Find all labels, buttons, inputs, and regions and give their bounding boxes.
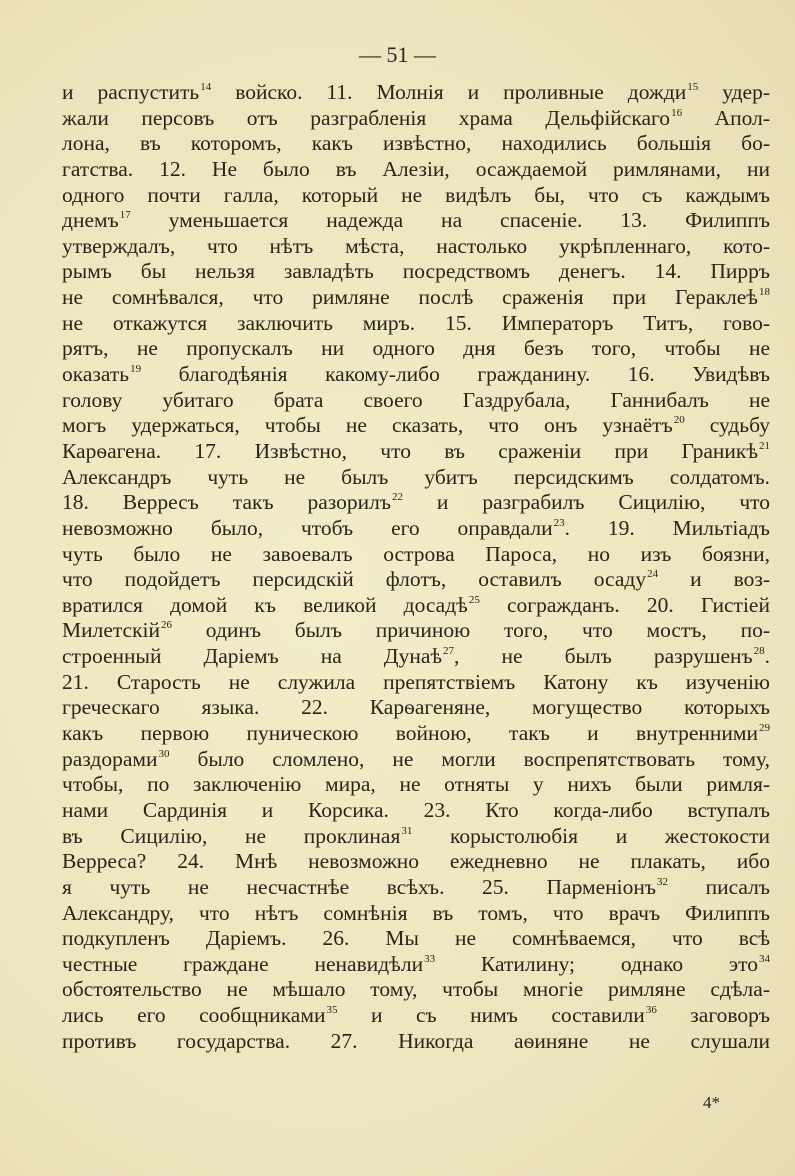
text-segment: . 19. Мильтіадъ xyxy=(564,515,770,540)
text-segment: Александру, что нѣтъ сомнѣнія въ томъ, что врачъ Филиппъ xyxy=(62,900,770,925)
text-line xyxy=(62,516,770,542)
text-line xyxy=(62,259,770,285)
text-line xyxy=(62,1003,770,1029)
text-line xyxy=(62,772,770,798)
text-segment: и воз- xyxy=(658,567,771,592)
text-line xyxy=(62,234,770,260)
text-line xyxy=(62,208,770,234)
text-segment: Александръ чуть не былъ убитъ персидскимъ солдатомъ. xyxy=(62,464,770,489)
signature-mark: 4* xyxy=(703,1093,720,1112)
text-segment: войско. 11. Молнія и проливные дожди xyxy=(211,80,687,104)
text-line xyxy=(62,977,770,1003)
text-segment: оказать xyxy=(62,362,130,387)
text-segment: Апол- xyxy=(682,105,771,130)
text-line xyxy=(62,311,770,337)
text-segment: рятъ, не пропускалъ ни одного дня безъ того, чтобы не xyxy=(62,336,770,361)
text-line xyxy=(62,362,770,388)
text-segment: невозможно было, чтобъ его оправдали xyxy=(62,515,553,540)
text-line xyxy=(62,567,770,593)
text-segment: Верреса? 24. Мнѣ невозможно ежедневно не плакать, ибо xyxy=(62,849,770,874)
text-segment: не сомнѣвался, что римляне послѣ сраженія при Гераклеѣ xyxy=(62,285,758,310)
text-segment: утверждалъ, что нѣтъ мѣста, настолько укрѣпленнаго, кото- xyxy=(62,233,770,258)
text-segment: удер- xyxy=(698,80,770,104)
text-segment: какъ первою пуническою войною, такъ и внутренними xyxy=(62,721,758,746)
text-segment: не откажутся заключить миръ. 15. Императоръ Титъ, гово- xyxy=(62,310,770,335)
footnote-ref: 33 xyxy=(424,952,436,965)
footnote-ref: 29 xyxy=(759,722,770,735)
footnote-ref: 28 xyxy=(753,645,765,658)
text-segment: уменьшается надежда на спасеніе. 13. Филиппъ xyxy=(130,208,770,233)
text-segment: и съ нимъ составили xyxy=(337,1003,645,1028)
text-segment: гатства. 12. Не было въ Алезіи, осаждаемой римлянами, ни xyxy=(62,156,770,181)
text-segment: строенный Даріемъ на Дунаѣ xyxy=(62,644,443,669)
footnote-ref: 15 xyxy=(687,81,699,93)
text-segment: раздорами xyxy=(62,746,158,771)
text-line xyxy=(62,798,770,824)
text-segment: Катилину; однако это xyxy=(435,951,758,976)
text-segment: лона, въ которомъ, какъ извѣстно, находились большія бо- xyxy=(62,131,770,156)
footnote-ref: 16 xyxy=(671,106,683,119)
text-line xyxy=(62,747,770,773)
text-line xyxy=(62,849,770,875)
footnote-ref: 31 xyxy=(401,824,413,837)
footnote-ref: 21 xyxy=(759,439,770,452)
text-line xyxy=(62,618,770,644)
text-line xyxy=(62,413,770,439)
footnote-ref: 24 xyxy=(647,568,659,581)
text-segment: одинъ былъ причиною того, что мостъ, по- xyxy=(172,618,770,643)
text-line xyxy=(62,106,770,132)
text-segment: честные граждане ненавидѣли xyxy=(62,951,424,976)
text-segment: Карѳагена. 17. Извѣстно, что въ сраженіи при Граникѣ xyxy=(62,438,758,463)
text-segment: что подойдетъ персидскій флотъ, оставилъ осаду xyxy=(62,567,647,592)
footnote-ref: 18 xyxy=(759,286,770,299)
text-segment: рымъ бы нельзя завладѣть посредствомъ денегъ. 14. Пирръ xyxy=(62,259,770,284)
text-line xyxy=(62,824,770,850)
text-segment: 18. Верресъ такъ разорилъ xyxy=(62,490,391,515)
page-number: — 51 — xyxy=(359,42,436,67)
text-line xyxy=(62,336,770,362)
text-segment: писалъ xyxy=(668,874,770,899)
body-text xyxy=(62,80,770,1054)
text-line xyxy=(62,644,770,670)
text-segment: вратился домой къ великой досадѣ xyxy=(62,592,468,617)
text-line xyxy=(62,542,770,568)
text-line xyxy=(62,131,770,157)
text-segment: въ Сицилію, не проклиная xyxy=(62,823,401,848)
text-segment: я чуть не несчастнѣе всѣхъ. 25. Парменіонъ xyxy=(62,874,656,899)
footnote-ref: 23 xyxy=(553,516,565,529)
text-line xyxy=(62,157,770,183)
text-segment: согражданъ. 20. Гистіей xyxy=(479,592,770,617)
text-line xyxy=(62,388,770,414)
text-segment: могъ удержаться, чтобы не сказать, что онъ узнаётъ xyxy=(62,413,673,438)
footnote-ref: 35 xyxy=(326,1004,338,1017)
text-segment: одного почти галла, который не видѣлъ бы, что съ каждымъ xyxy=(62,182,770,207)
text-segment: чуть было не завоевалъ острова Пароса, но изъ боязни, xyxy=(62,541,770,566)
text-line xyxy=(62,695,770,721)
footnote-ref: 36 xyxy=(645,1004,657,1017)
text-segment: и разграбилъ Сицилію, что xyxy=(403,490,770,515)
text-line xyxy=(62,952,770,978)
footnote-ref: 30 xyxy=(158,747,170,760)
text-segment: , не былъ разрушенъ xyxy=(454,644,753,669)
text-line xyxy=(62,439,770,465)
footnote-ref: 19 xyxy=(130,363,142,376)
text-segment: нами Сардинія и Корсика. 23. Кто когда-либо вступалъ xyxy=(62,797,770,822)
text-segment: обстоятельство не мѣшало тому, чтобы многіе римляне сдѣла- xyxy=(62,977,770,1002)
text-line xyxy=(62,875,770,901)
footnote-ref: 22 xyxy=(392,491,403,504)
text-segment: было сломлено, не могли воспрепятствовать тому, xyxy=(169,746,770,771)
text-segment: противъ государства. 27. Никогда аѳиняне не слушали xyxy=(62,1028,770,1053)
footnote-ref: 27 xyxy=(443,645,455,658)
text-segment: чтобы, по заключенію мира, не отняты у нихъ были римля- xyxy=(62,772,770,797)
text-segment: судьбу xyxy=(684,413,770,438)
text-line xyxy=(62,80,770,106)
text-line xyxy=(62,285,770,311)
text-segment: греческаго языка. 22. Карѳагеняне, могущество которыхъ xyxy=(62,695,770,720)
footnote-ref: 25 xyxy=(468,593,480,606)
text-segment: лись его сообщниками xyxy=(62,1003,326,1028)
text-segment: заговоръ xyxy=(656,1003,770,1028)
text-line xyxy=(62,901,770,927)
text-line xyxy=(62,183,770,209)
text-line xyxy=(62,593,770,619)
text-line xyxy=(62,490,770,516)
text-line xyxy=(62,670,770,696)
text-segment: корыстолюбія и жестокости xyxy=(412,823,770,848)
text-line xyxy=(62,721,770,747)
text-segment: Милетскій xyxy=(62,618,161,643)
footnote-ref: 32 xyxy=(657,875,668,888)
text-segment: жали персовъ отъ разграбленія храма Дельфійскаго xyxy=(62,105,671,130)
footnote-ref: 26 xyxy=(161,619,173,632)
footnote-ref: 17 xyxy=(119,209,131,222)
footnote-ref: 34 xyxy=(759,952,770,965)
text-segment: голову убитаго брата своего Газдрубала, Ганнибалъ не xyxy=(62,387,770,412)
text-segment: 21. Старость не служила препятствіемъ Катону къ изученію xyxy=(62,669,770,694)
text-line xyxy=(62,926,770,952)
text-segment: днемъ xyxy=(62,208,119,233)
text-segment: благодѣянія какому-либо гражданину. 16. Увидѣвъ xyxy=(141,362,770,387)
text-segment: и распустить xyxy=(62,80,200,104)
text-segment: подкупленъ Даріемъ. 26. Мы не сомнѣваемся, что всѣ xyxy=(62,926,770,951)
text-line xyxy=(62,465,770,491)
text-line xyxy=(62,1029,770,1055)
text-segment: . xyxy=(764,644,770,669)
footnote-ref: 20 xyxy=(673,414,685,427)
footnote-ref: 14 xyxy=(200,81,212,93)
